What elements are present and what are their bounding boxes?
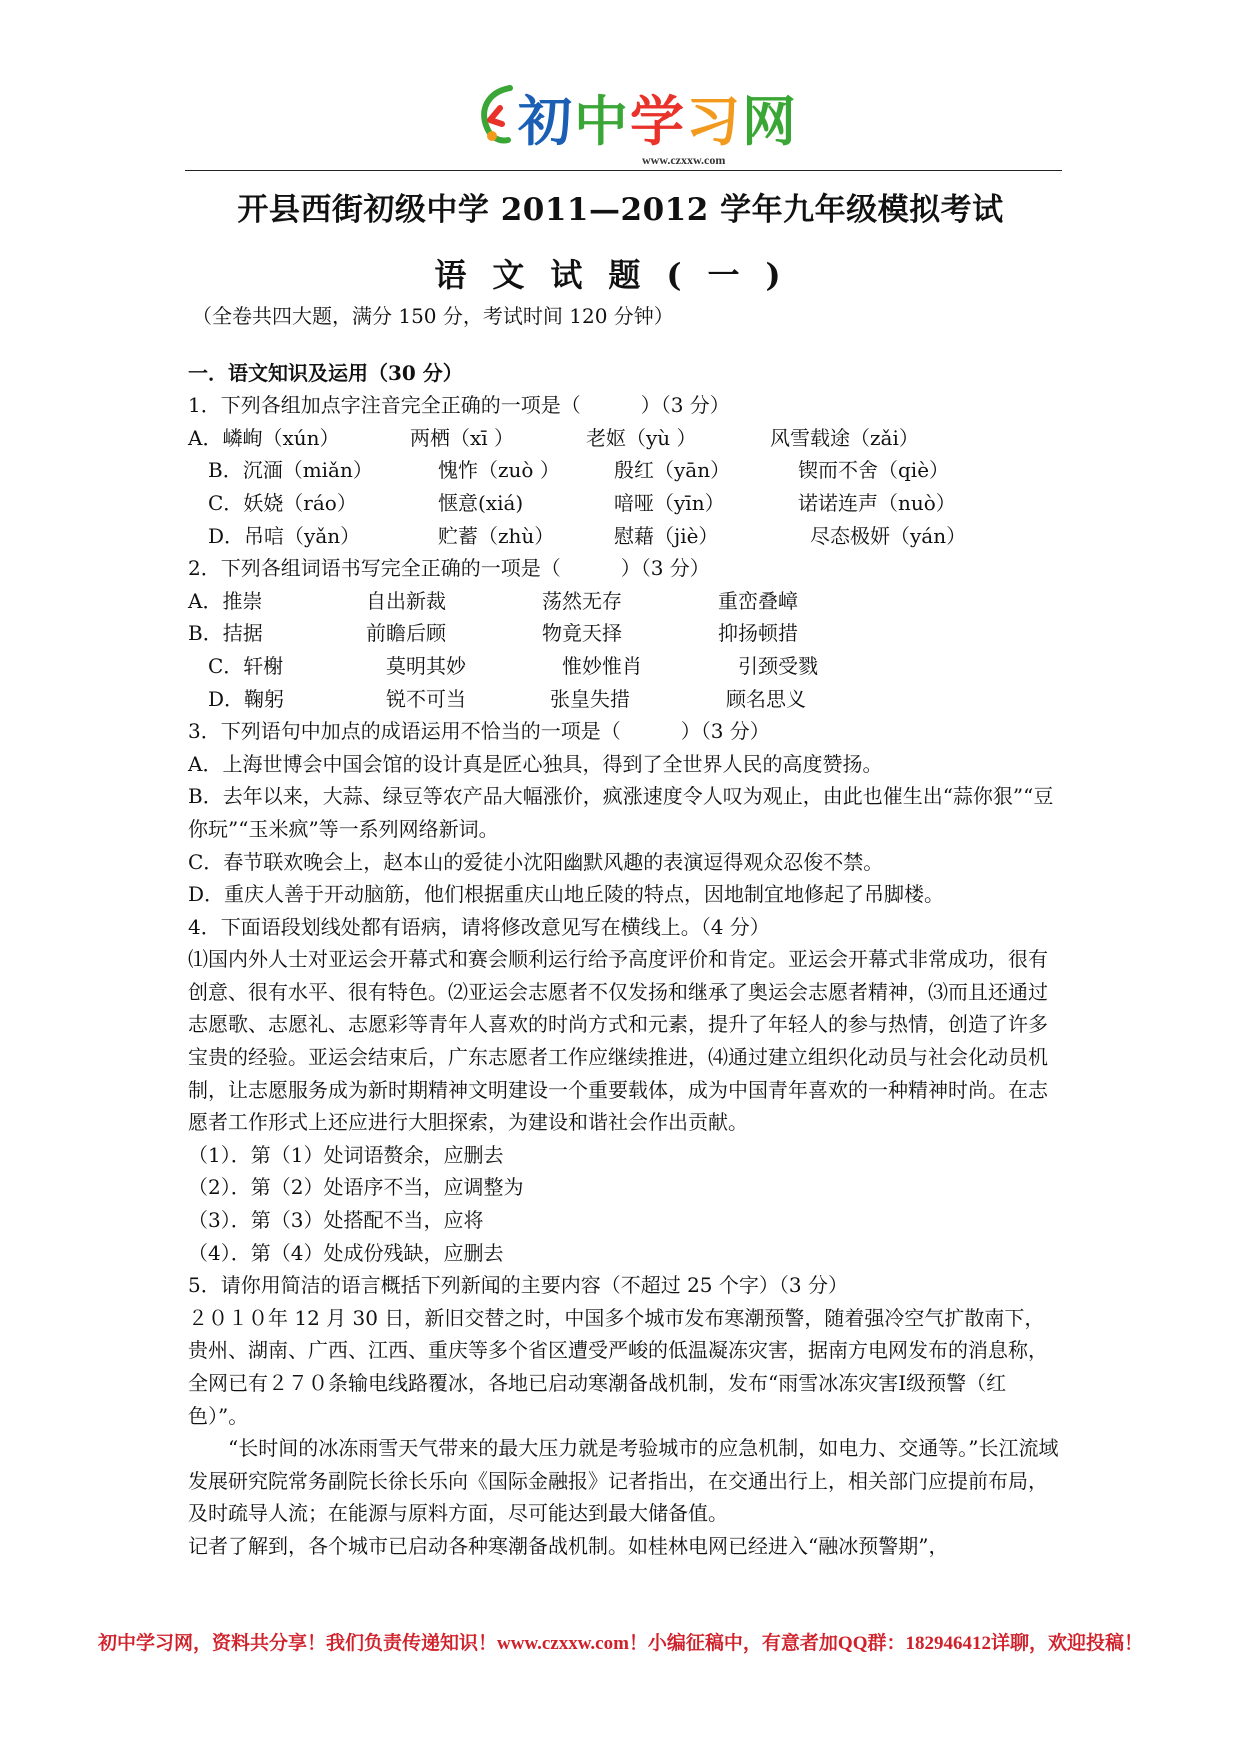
option-cell: 两栖（xī ）	[410, 425, 515, 450]
question-3-stem: 3．下列语句中加点的成语运用不恰当的一项是（ ）（3 分）	[188, 719, 770, 744]
section-heading: 一．语文知识及运用（30 分）	[188, 360, 463, 385]
exam-content	[188, 300, 1060, 1563]
q2-option-c	[188, 650, 1060, 683]
option-cell: 物竟天择	[542, 621, 622, 646]
q1-option-b	[188, 454, 1060, 487]
q4-passage: ⑴国内外人士对亚运会开幕式和赛会顺利运行给予高度评价和肯定。亚运会开幕式非常成功，很有创意、很有水平、很有特色。⑵亚运会志愿者不仅发扬和继承了奥运会志愿者精神，⑶而且还通过志愿歌、志愿礼、志愿彩等青年人喜欢的时尚方式和元素，提升了年轻人的参与热情，创造了许多宝贵的经验。亚运会结束后，广东志愿者工作应继续推进，⑷通过建立组织化动员与社会化动员机制，让志愿服务成为新时期精神文明建设一个重要载体，成为中国青年喜欢的一种精神时尚。在志愿者工作形式上还应进行大胆探索，为建设和谐社会作出贡献。	[188, 947, 1048, 1135]
question-5-stem: 5．请你用简洁的语言概括下列新闻的主要内容（不超过 25 个字）（3 分）	[188, 1273, 848, 1298]
option-cell: A．嶙峋（xún）	[188, 425, 340, 450]
option-cell: 诺诺连声（nuò）	[798, 490, 956, 515]
q4-answer-1: （1）．第（1）处词语赘余，应删去	[188, 1142, 504, 1167]
q5-paragraph-1: ２０１０年 12 月 30 日，新旧交替之时，中国多个城市发布寒潮预警，随着强冷空气扩散南下，贵州、湖南、广西、江西、重庆等多个省区遭受严峻的低温凝冻灾害，据南方电网发布的消息称，全网已有２７０条输电线路覆冰，各地已启动寒潮备战机制，发布“雨雪冰冻灾害Ⅰ级预警（红色）”。	[188, 1305, 1048, 1428]
option-cell: 张皇失措	[550, 686, 630, 711]
option-cell: 莫明其妙	[386, 653, 466, 678]
option-cell: 愧怍（zuò ）	[438, 458, 560, 483]
option-cell: 贮蓄（zhù）	[438, 523, 555, 548]
svg-text:初: 初	[518, 90, 572, 152]
q3-option-a: A．上海世博会中国会馆的设计真是匠心独具，得到了全世界人民的高度赞扬。	[188, 751, 883, 776]
option-cell: D．吊唁（yǎn）	[208, 523, 361, 548]
option-cell: 前瞻后顾	[366, 621, 446, 646]
option-cell: 锐不可当	[386, 686, 466, 711]
q3-option-d: D．重庆人善于开动脑筋，他们根据重庆山地丘陵的特点，因地制宜地修起了吊脚楼。	[188, 882, 945, 907]
option-cell: 顾名思义	[726, 686, 806, 711]
svg-text:网: 网	[742, 90, 796, 152]
option-cell: 风雪载途（zǎi）	[770, 425, 919, 450]
option-cell: B．拮据	[188, 621, 263, 646]
logo-graphic	[470, 80, 800, 152]
option-cell: 老妪（yù ）	[586, 425, 697, 450]
svg-text:中: 中	[574, 90, 628, 152]
option-cell: 惬意(xiá)	[438, 490, 524, 515]
q5-paragraph-2: “长时间的冰冻雨雪天气带来的最大压力就是考验城市的应急机制，如电力、交通等。”长江流域发展研究院常务副院长徐长乐向《国际金融报》记者指出，在交通出行上，相关部门应提前布局，及时疏导人流；在能源与原料方面，尽可能达到最大储备值。	[188, 1436, 1059, 1526]
logo-url: www.czxxw.com	[642, 153, 726, 167]
q3-option-b: B．去年以来，大蒜、绿豆等农产品大幅涨价，疯涨速度令人叹为观止，由此也催生出“蒜你狠”“豆你玩”“玉米疯”等一系列网络新词。	[188, 784, 1054, 841]
q1-option-c	[188, 487, 1060, 520]
spacer	[188, 333, 1060, 357]
option-cell: A．推崇	[188, 588, 263, 613]
q1-option-a	[188, 422, 1060, 455]
option-cell: 荡然无存	[542, 588, 622, 613]
site-logo	[470, 80, 800, 170]
q5-paragraph-3: 记者了解到，各个城市已启动各种寒潮备战机制。如桂林电网已经进入“融冰预警期”，	[188, 1533, 949, 1558]
option-cell: D．鞠躬	[208, 686, 285, 711]
svg-text:习: 习	[686, 90, 740, 152]
footer-banner: 初中学习网，资料共分享！我们负责传递知识！www.czxxw.com！小编征稿中，有意者加QQ群：182946412详聊，欢迎投稿！	[98, 1633, 1143, 1654]
option-cell: 引颈受戮	[738, 653, 818, 678]
option-cell: 慰藉（jiè）	[614, 523, 719, 548]
option-cell: 抑扬顿措	[718, 621, 798, 646]
question-4-stem: 4．下面语段划线处都有语病，请将修改意见写在横线上。（4 分）	[188, 914, 770, 939]
q2-option-d	[188, 683, 1060, 716]
q2-option-b	[188, 617, 1060, 650]
q4-answer-3: （3）．第（3）处搭配不当，应将	[188, 1208, 484, 1233]
option-cell: B．沉湎（miǎn）	[208, 458, 373, 483]
q2-option-a	[188, 585, 1060, 618]
option-cell: 自出新裁	[366, 588, 446, 613]
q1-option-d	[188, 520, 1060, 553]
option-cell: 喑哑（yīn）	[614, 490, 725, 515]
exam-subtitle: 语文试题(一)	[434, 256, 807, 294]
svg-text:学: 学	[630, 90, 684, 152]
header-rule	[185, 170, 1062, 171]
option-cell: 重峦叠嶂	[718, 588, 798, 613]
option-cell: C．妖娆（ráo）	[208, 490, 357, 515]
option-cell: 殷红（yān）	[614, 458, 731, 483]
question-2-stem: 2．下列各组词语书写完全正确的一项是（ ）（3 分）	[188, 556, 710, 581]
q4-answer-2: （2）．第（2）处语序不当，应调整为	[188, 1175, 524, 1200]
q4-answer-4: （4）．第（4）处成份残缺，应删去	[188, 1240, 504, 1265]
option-cell: 惟妙惟肖	[562, 653, 642, 678]
option-cell: 锲而不舍（qiè）	[798, 458, 950, 483]
exam-note: （全卷共四大题，满分 150 分，考试时间 120 分钟）	[192, 304, 674, 328]
q3-option-c: C．春节联欢晚会上，赵本山的爱徒小沈阳幽默风趣的表演逗得观众忍俊不禁。	[188, 849, 884, 874]
question-1-stem: 1．下列各组加点字注音完全正确的一项是（ ）（3 分）	[188, 393, 730, 418]
exam-title: 开县西街初级中学 2011—2012 学年九年级模拟考试	[237, 192, 1004, 228]
option-cell: 尽态极妍（yán）	[810, 523, 967, 548]
option-cell: C．轩榭	[208, 653, 284, 678]
